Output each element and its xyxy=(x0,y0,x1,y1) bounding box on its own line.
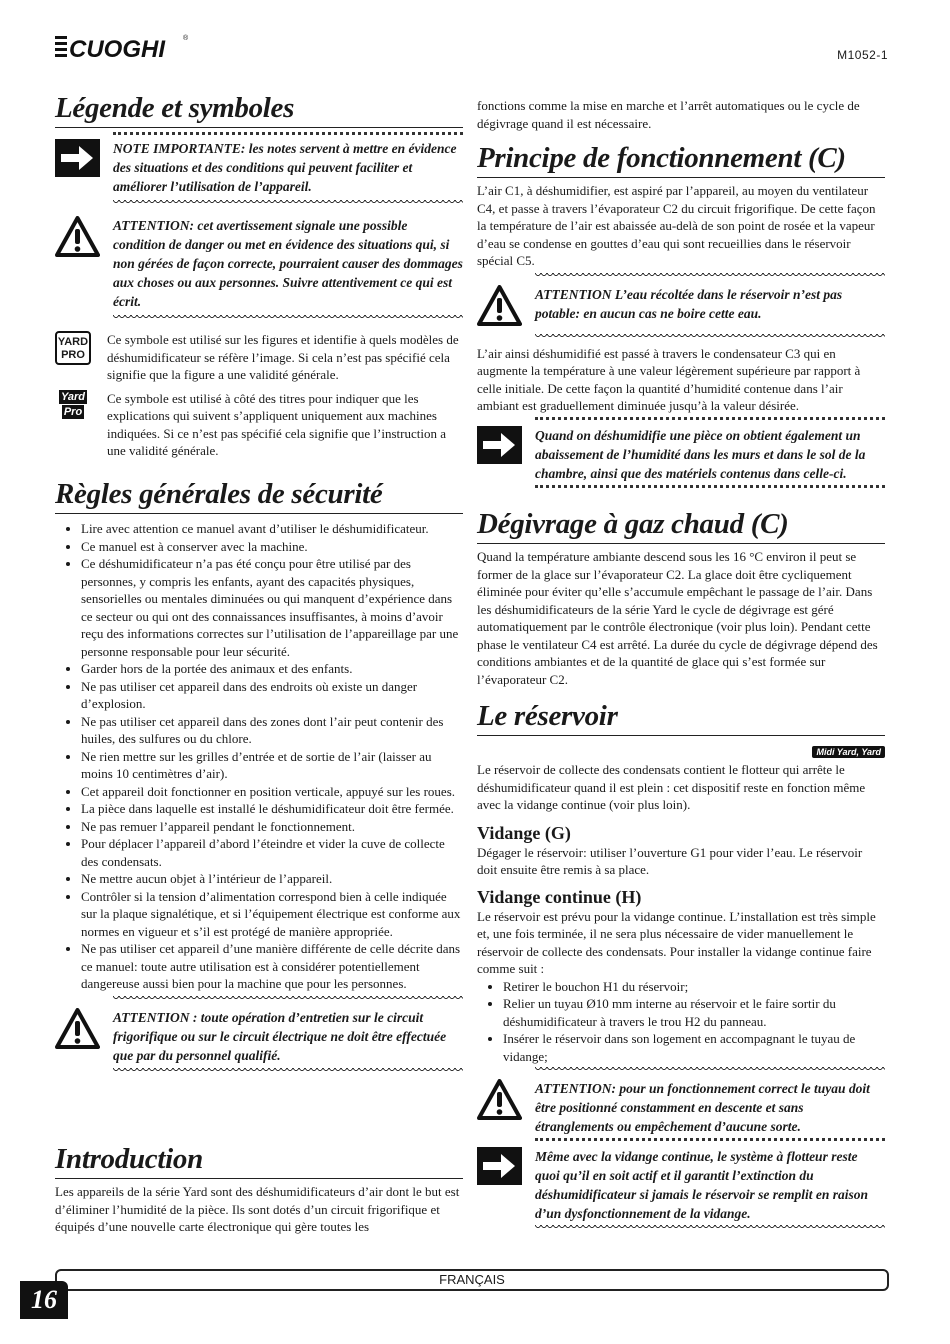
note-tank xyxy=(477,1147,885,1223)
warning-triangle-icon xyxy=(55,1008,100,1055)
yard-pro-italic-icon: Yard Pro xyxy=(60,390,86,418)
attention-tank xyxy=(477,1079,885,1136)
intro-section xyxy=(55,1143,463,1236)
warning-triangle-icon xyxy=(477,285,522,332)
list-item: • Ce déshumidificateur n’a pas été conçu pour être utilisé par des personnes, y compris les enfants, ayant des capacités physiques, sensorielles ou mentales diminuées ou qui manquent d’expérience dans ce secteur ou qui ont des connaissances insuffisantes, à moins d’avoir reçu des informations correctes sur l’utilisation de l’appareillage par une personne responsable pour leur sécurité. xyxy=(81,555,463,660)
continuous-drain-text: Le réservoir est prévu pour la vidange continue. L’installation est très simple et, une fois terminée, il ne sera plus nécessaire de vider manuellement le réservoir de collecte des condensats. Pour installer la vidange continue faire comme suit : xyxy=(477,908,876,976)
intro-text: Les appareils de la série Yard sont des déshumidificateurs d’air dont le but est d’éliminer l’humidité de la pièce. Ils sont dotés d’un circuit frigorifique et équipés d’une nouvelle carte électronique qui gère toutes les xyxy=(55,1184,460,1234)
list-item: • Cet appareil doit fonctionner en position verticale, appuyé sur les roues. xyxy=(81,783,463,801)
drain-title: Vidange (G) xyxy=(477,822,571,843)
defrost-section xyxy=(477,508,885,688)
attention-principle-text: ATTENTION L’eau récoltée dans le réservoir n’est pas potable: en aucun cas ne boire cette eau. xyxy=(535,286,843,321)
list-item: • Pour déplacer l’appareil d’abord l’éteindre et vider la cuve de collecte des condensats. xyxy=(81,835,463,870)
legend-section xyxy=(55,92,463,460)
svg-text:®: ® xyxy=(183,35,189,42)
logo-text: CUOGHI xyxy=(69,36,165,62)
warning-triangle-icon xyxy=(477,1079,522,1126)
arrow-right-icon xyxy=(55,139,100,182)
drain-steps-list xyxy=(477,978,885,1066)
attention-legend xyxy=(55,216,463,311)
list-item: • Lire avec attention ce manuel avant d’utiliser le déshumidificateur. xyxy=(81,520,463,538)
arrow-right-icon xyxy=(477,1147,522,1190)
note-tank-text: Même avec la vidange continue, le système à flotteur reste quoi qu’il en soit actif et il garantit l’extinction du déshumidificateur si jamais le réservoir se remplit en raison d’un dysfonctionnement de la vidange. xyxy=(535,1149,869,1221)
list-item: • Garder hors de la portée des animaux et des enfants. xyxy=(81,660,463,678)
list-item: • Relier un tuyau Ø10 mm interne au réservoir et le faire sortir du déshumidificateur à travers le trou H2 du panneau. xyxy=(503,995,885,1030)
principle-title: Principe de fonctionnement (C) xyxy=(477,142,885,178)
cuoghi-logo-icon xyxy=(55,30,195,62)
legend-title: Légende et symboles xyxy=(55,92,463,128)
attention-legend-text: ATTENTION: cet avertissement signale une possible condition de danger ou met en évidence des situations qui, si non gérées de façon correcte, pourraient causer des dommages aux choses ou aux personnes. Suivre attentivement ce qui est écrit. xyxy=(113,218,463,309)
tank-title: Le réservoir xyxy=(477,700,885,736)
safety-list xyxy=(55,520,463,993)
tank-section xyxy=(477,700,885,1231)
note-principle xyxy=(477,426,885,483)
list-item: • Ne rien mettre sur les grilles d’entrée et de sortie de l’air (laisser au moins 10 centimètres d’air). xyxy=(81,748,463,783)
intro-title: Introduction xyxy=(55,1143,463,1179)
list-item: • Ne pas utiliser cet appareil dans des zones dont l’air peut contenir des huiles, des sulfures ou du chlore. xyxy=(81,713,463,748)
intro-continued xyxy=(477,97,885,132)
safety-title: Règles générales de sécurité xyxy=(55,478,463,514)
list-item: • Ne pas utiliser cet appareil dans des endroits où existe un danger d’explosion. xyxy=(81,678,463,713)
principle-section xyxy=(477,142,885,488)
midi-yard-badge-icon: Midi Yard, Yard xyxy=(812,746,885,758)
language-footer: FRANÇAIS xyxy=(55,1269,889,1291)
safety-section xyxy=(55,478,463,1074)
list-item: • Ce manuel est à conserver avec la machine. xyxy=(81,538,463,556)
continuous-drain-title: Vidange continue (H) xyxy=(477,886,642,907)
symbol2-text: Ce symbole est utilisé à côté des titres pour indiquer que les explications qui suivent s’appliquent uniquement aux machines indiquées. Si ce n’est pas spécifié cela signifie que l’instruction a une validité générale. xyxy=(107,390,446,458)
list-item: • Ne pas utiliser cet appareil d’une manière différente de celle décrite dans ce manuel: toute autre utilisation est à considérer potentiellement dangereuse aussi bien pour la machine que pour les personnes. xyxy=(81,940,463,993)
note-principle-text: Quand on déshumidifie une pièce on obtient également un abaissement de l’humidité dans les murs et dans le sol de la chambre, ainsi que des matériels contenus dans celle-ci. xyxy=(535,427,866,481)
attention-safety xyxy=(55,1008,463,1065)
note-important-text: NOTE IMPORTANTE: les notes servent à mettre en évidence des situations et des conditions qui peuvent faciliter et améliorer l’utilisation de l’appareil. xyxy=(113,141,457,194)
yard-pro-box-icon: YARD PRO xyxy=(55,331,91,365)
list-item: • Insérer le réservoir dans son logement en accompagnant le tuyau de vidange; xyxy=(503,1030,885,1065)
list-item: • Ne mettre aucun objet à l’intérieur de l’appareil. xyxy=(81,870,463,888)
intro-text-continued: fonctions comme la mise en marche et l’arrêt automatiques ou le cycle de dégivrage quand il est nécessaire. xyxy=(477,98,860,131)
tank-text: Le réservoir de collecte des condensats contient le flotteur qui arrête le déshumidificateur quand il est plein : cet dispositif reste en fonction même avec la vidange continue (voir plus loin). xyxy=(477,762,866,812)
principle-text-2: L’air ainsi déshumidifié est passé à travers le condensateur C3 qui en augmente la température à une valeur légèrement supérieure par rapport à celle initiale. De cette façon la quantité d’humidité contenue dans l’air ambiant est graduellement diminuée jusqu’à la valeur désirée. xyxy=(477,345,861,413)
list-item: • Ne pas remuer l’appareil pendant le fonctionnement. xyxy=(81,818,463,836)
page-number: 16 xyxy=(20,1281,68,1319)
principle-text-1: L’air C1, à déshumidifier, est aspiré par l’appareil, au moyen du ventilateur C4, et passe à travers l’évaporateur C2 du circuit frigorifique. De cette façon la température de l’air est abaissée au-delà de son point de rosée et la vapeur d’eau se condense en gouttes d’eau qui sont recueillies dans le réservoir spécial C5. xyxy=(477,183,876,268)
defrost-text: Quand la température ambiante descend sous les 16 °C environ il peut se former de la glace sur l’évaporateur C2. La glace doit être cycliquement éliminée pour éviter qu’elle s’accumule empêchant le passage de l’air. Dans les déshumidificateurs de la série Yard le cycle de dégivrage est géré automatiquement par le contrôle électronique (voir plus loin). Pendant cette phase le ventilateur C4 est arrêté. La durée du cycle de dégivrage dépend des conditions ambiantes et de la quantité de glace qui s’est formée sur l’évaporateur C2. xyxy=(477,549,878,687)
list-item: • Retirer le bouchon H1 du réservoir; xyxy=(503,978,885,996)
note-important xyxy=(55,139,463,196)
warning-triangle-icon xyxy=(55,216,100,263)
brand-logo xyxy=(55,30,195,62)
symbol1-text: Ce symbole est utilisé sur les figures et identifie à quels modèles de déshumidificateur se réfère l’image. Si cela n’est pas spécifié cela signifie que la figure a une validité générale. xyxy=(107,332,459,382)
list-item: • Contrôler si la tension d’alimentation correspond bien à celle indiquée sur la plaque signalétique, et si l’équipement électrique est conforme aux normes en vigueur et s’il est protégé de manière appropriée. xyxy=(81,888,463,941)
symbol-yard-pro xyxy=(55,331,463,384)
list-item: • La pièce dans laquelle est installé le déshumidificateur doit être fermée. xyxy=(81,800,463,818)
attention-safety-text: ATTENTION : toute opération d’entretien sur le circuit frigorifique ou sur le circuit électrique ne doit être effectuée que par du personnel qualifié. xyxy=(113,1009,447,1063)
document-code: M1052-1 xyxy=(837,48,888,62)
drain-text: Dégager le réservoir: utiliser l’ouverture G1 pour vider l’eau. Le réservoir doit ensuite être remis à sa place. xyxy=(477,844,863,877)
defrost-title: Dégivrage à gaz chaud (C) xyxy=(477,508,885,544)
symbol-yard-pro-title xyxy=(55,390,463,460)
arrow-right-icon xyxy=(477,426,522,469)
attention-tank-text: ATTENTION: pour un fonctionnement correct le tuyau doit être positionné constamment en descente et sans étranglements ou empêchement d’aucune sorte. xyxy=(535,1081,870,1134)
attention-principle xyxy=(477,285,885,332)
